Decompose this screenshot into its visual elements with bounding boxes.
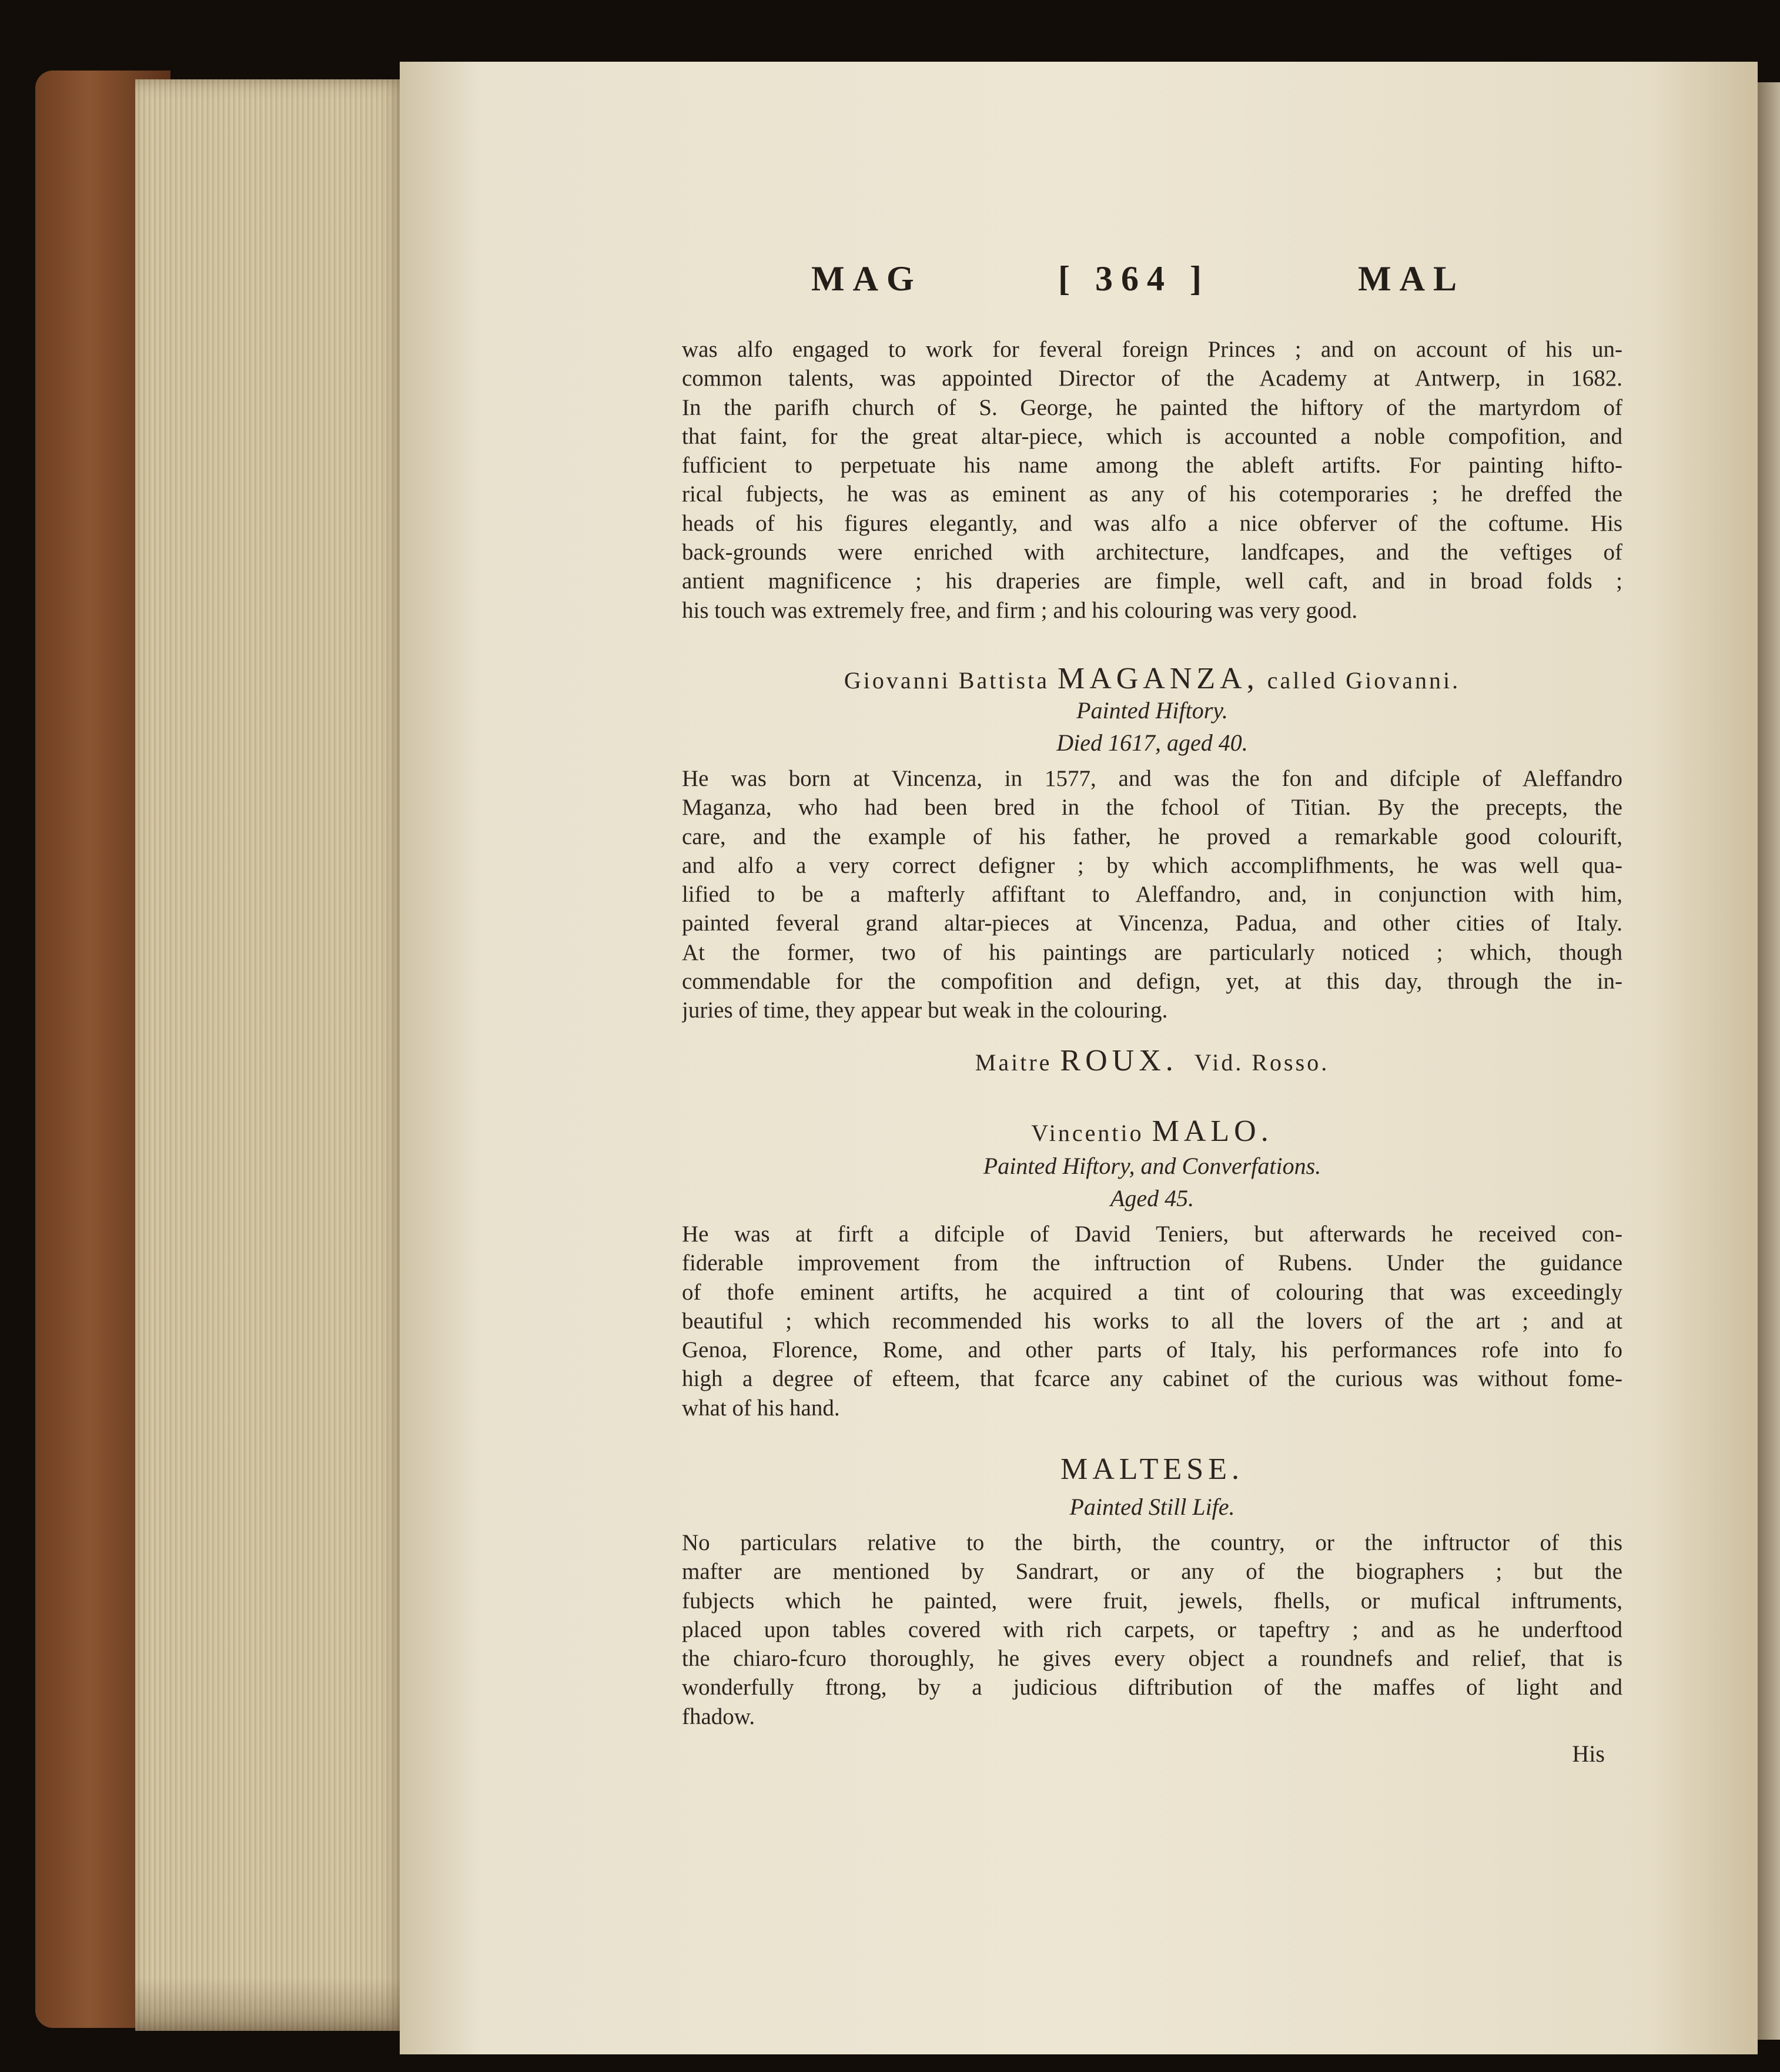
entry-dates: Aged 45.	[1110, 1185, 1195, 1211]
see-reference: Rosso.	[1252, 1049, 1330, 1076]
page-edges	[135, 79, 406, 2031]
text-line: of thofe eminent artifts, he acquired a tint of colouring that was exceedingly	[682, 1279, 1622, 1305]
entry-dates: Died 1617, aged 40.	[1056, 729, 1248, 756]
text-line: He was at firft a difciple of David Teniers, but afterwards he received con-	[682, 1221, 1622, 1247]
running-head-left: MAG	[811, 259, 922, 298]
text-line: the chiaro-fcuro thoroughly, he gives every object a roundnefs and relief, that is	[682, 1646, 1622, 1672]
artist-first-names: Vincentio	[1031, 1120, 1144, 1146]
entry-heading-maltese	[682, 1452, 1622, 1487]
entry-specialty: Painted Hiftory.	[1076, 697, 1228, 724]
entry-body-maganza	[682, 764, 1622, 1025]
text-line: wonderfully ftrong, by a judicious diftribution of the maffes of light and	[682, 1675, 1622, 1701]
text-line: beautiful ; which recommended his works to all the lovers of the art ; and at	[682, 1308, 1622, 1334]
running-head-right: MAL	[1358, 259, 1465, 298]
entry-specialty: Painted Hiftory, and Converfations.	[983, 1153, 1321, 1179]
see-label: Vid.	[1194, 1049, 1244, 1076]
text-line: painted feveral grand altar-pieces at Vincenza, Padua, and other cities of Italy.	[682, 911, 1622, 936]
text-line: heads of his figures elegantly, and was alfo a nice obferver of the coftume. His	[682, 510, 1622, 536]
text-line: what of his hand.	[682, 1395, 840, 1421]
continuation-paragraph	[682, 335, 1622, 625]
text-line: commendable for the compofition and defign, yet, at this day, through the in-	[682, 969, 1622, 995]
artist-alias: called Giovanni.	[1267, 667, 1461, 694]
text-line: placed upon tables covered with rich carpets, or tapeftry ; and as he underftood	[682, 1616, 1622, 1642]
text-line: fufficient to perpetuate his name among the ableft artifts. For painting hifto-	[682, 453, 1622, 478]
text-line: Genoa, Florence, Rome, and other parts of Italy, his performances rofe into fo	[682, 1337, 1622, 1363]
text-line: rical fubjects, he was as eminent as any of his cotemporaries ; he dreffed the	[682, 481, 1622, 507]
text-line: lified to be a mafterly affiftant to Aleffandro, and, in conjunction with him,	[682, 882, 1622, 908]
text-line: and alfo a very correct defigner ; by which accomplifhments, he was well qua-	[682, 852, 1622, 878]
artist-surname: ROUX.	[1060, 1044, 1178, 1077]
text-line: that faint, for the great altar-piece, which is accounted a noble compofition, and	[682, 423, 1622, 449]
text-line: high a degree of efteem, that fcarce any cabinet of the curious was without fome-	[682, 1366, 1622, 1392]
text-line: care, and the example of his father, he proved a remarkable good colourift,	[682, 824, 1622, 849]
artist-first-names: Giovanni Battista	[844, 667, 1049, 694]
page-text	[682, 259, 1622, 1775]
cross-reference-roux	[682, 1043, 1622, 1078]
text-line: mafter are mentioned by Sandrart, or any of the biographers ; but the	[682, 1559, 1622, 1585]
text-line: Maganza, who had been bred in the fchool of Titian. By the precepts, the	[682, 795, 1622, 821]
text-line: was alfo engaged to work for feveral foreign Princes ; and on account of his un-	[682, 337, 1622, 362]
artist-surname: MALO.	[1152, 1114, 1273, 1148]
text-line: He was born at Vincenza, in 1577, and was the fon and difciple of Aleffandro	[682, 766, 1622, 791]
catchword: His	[1572, 1740, 1605, 1767]
text-line: juries of time, they appear but weak in the colouring.	[682, 997, 1168, 1023]
running-head	[682, 259, 1622, 317]
artist-surname: MAGANZA,	[1057, 662, 1259, 695]
text-line: fiderable improvement from the inftruction of Rubens. Under the guidance	[682, 1250, 1622, 1276]
text-line: antient magnificence ; his draperies are fimple, well caft, and in broad folds ;	[682, 568, 1622, 594]
entry-specialty: Painted Still Life.	[1069, 1494, 1235, 1520]
text-line: back-grounds were enriched with architecture, landfcapes, and the veftiges of	[682, 540, 1622, 565]
entry-heading-malo	[682, 1114, 1622, 1149]
entry-body-malo	[682, 1220, 1622, 1422]
text-line: No particulars relative to the birth, the country, or the inftructor of this	[682, 1530, 1622, 1555]
text-line: In the parifh church of S. George, he painted the hiftory of the martyrdom of	[682, 394, 1622, 420]
text-line: his touch was extremely free, and firm ; and his colouring was very good.	[682, 597, 1358, 623]
text-line: fubjects which he painted, were fruit, jewels, fhells, or mufical inftruments,	[682, 1588, 1622, 1614]
entry-body-maltese	[682, 1528, 1622, 1731]
entry-heading-maganza	[682, 661, 1622, 696]
artist-title: Maitre	[975, 1049, 1052, 1076]
artist-surname: MALTESE.	[1060, 1452, 1244, 1486]
page-number: [ 364 ]	[1058, 259, 1210, 298]
text-line: common talents, was appointed Director of the Academy at Antwerp, in 1682.	[682, 366, 1622, 391]
text-line: At the former, two of his paintings are particularly noticed ; which, though	[682, 939, 1622, 965]
text-line: fhadow.	[682, 1703, 755, 1729]
